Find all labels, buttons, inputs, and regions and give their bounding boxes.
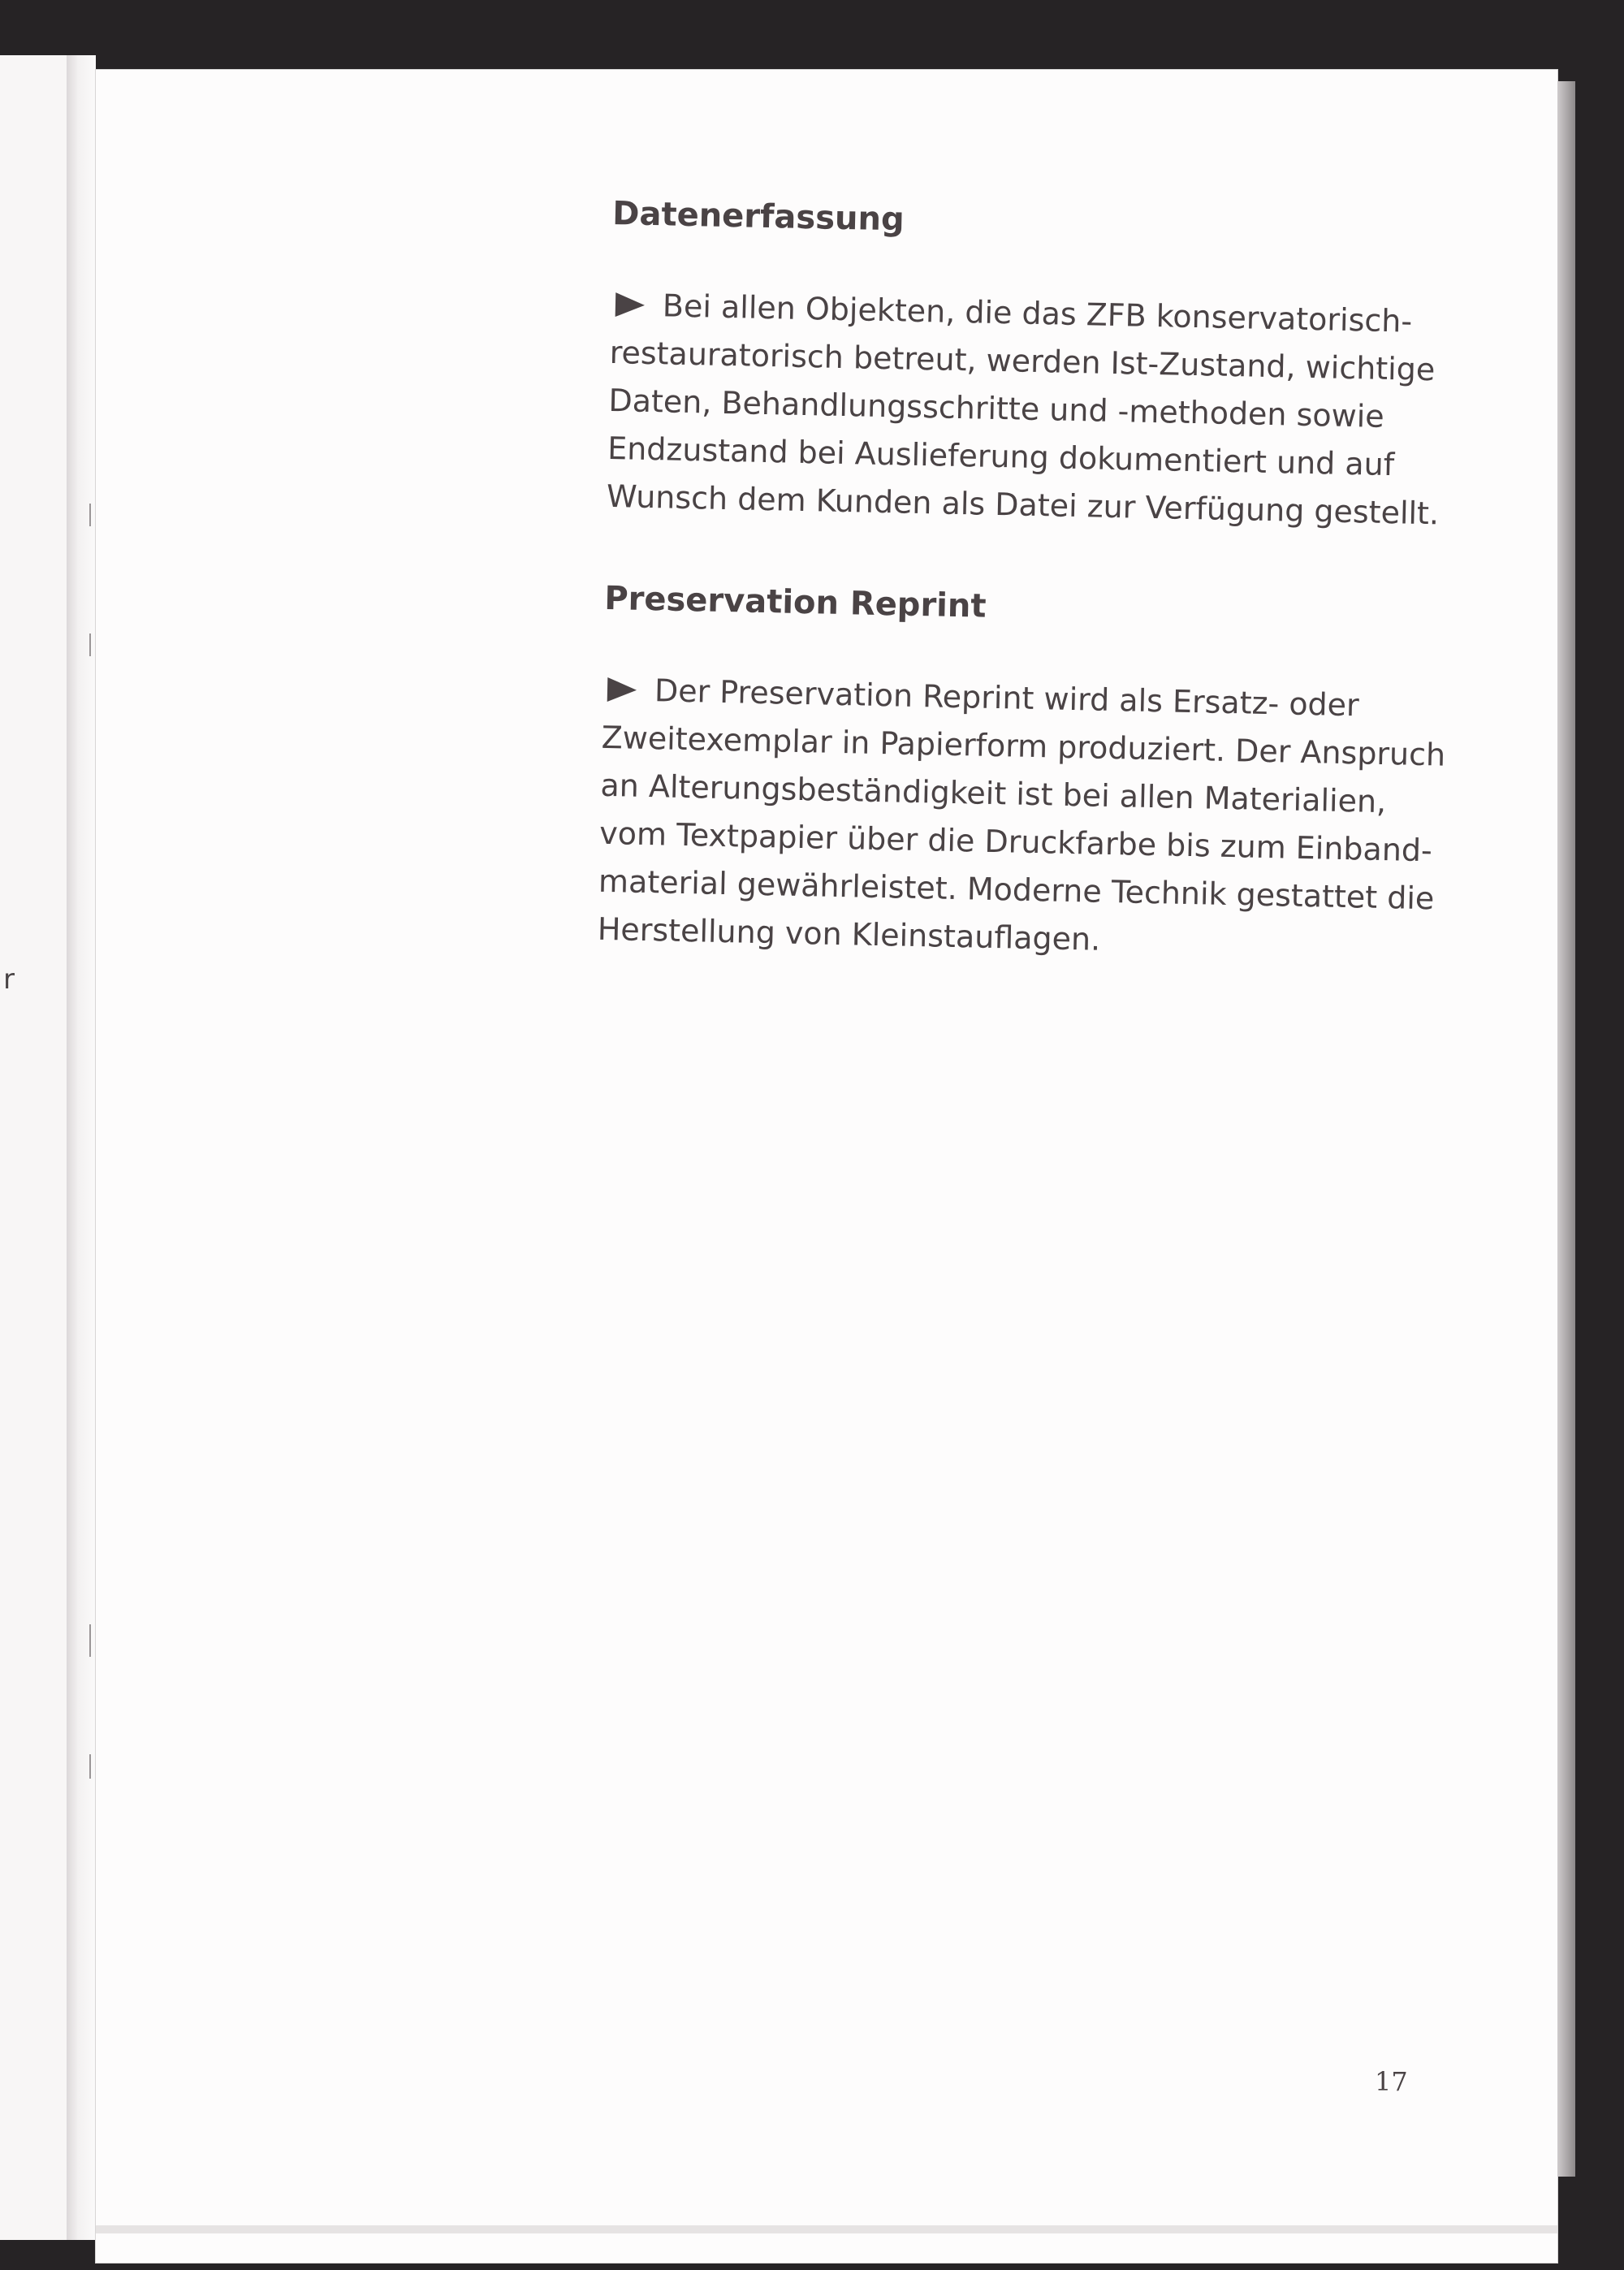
paragraph-text: Bei allen Objekten, die das ZFB konservatorisch-restauratorisch betreut, werden Ist-Zustand, wichtige Daten, Behandlungsschritte und -methoden sowie Endzustand bei Auslieferung dokumentiert und auf Wunsch dem Kunden als Datei zur Verfügung gestellt. <box>606 288 1440 532</box>
section-paragraph-datenerfassung <box>606 281 1471 538</box>
triangle-right-icon <box>607 677 637 703</box>
gutter-mark <box>89 1624 91 1657</box>
gutter-mark <box>89 504 91 526</box>
left-page-text-fragment: r <box>3 963 15 996</box>
triangle-right-icon <box>615 292 646 318</box>
page-content <box>597 70 1541 958</box>
page-number: 17 <box>1375 2066 1408 2097</box>
section-paragraph-preservation-reprint <box>597 666 1463 971</box>
paragraph-text: Der Preservation Reprint wird als Ersatz- oder Zweitexemplar in Papierform produziert. Der Anspruch an Alterungsbeständigkeit ist bei allen Materialien, vom Textpapier über die Druckfarbe bis zum Einband-material gewährleistet. Moderne Technik gestattet die Herstellung von Kleinstauflagen. <box>597 672 1446 958</box>
page-edge-bottom <box>96 2225 1557 2233</box>
book-gutter <box>67 55 96 2240</box>
section-title-preservation-reprint: Preservation Reprint <box>603 579 987 625</box>
gutter-mark <box>89 1754 91 1779</box>
gutter-mark <box>89 633 91 656</box>
left-facing-page <box>0 55 67 2240</box>
book-page <box>96 70 1557 2263</box>
section-title-datenerfassung: Datenerfassung <box>611 194 905 239</box>
page-edge <box>1557 81 1575 2177</box>
